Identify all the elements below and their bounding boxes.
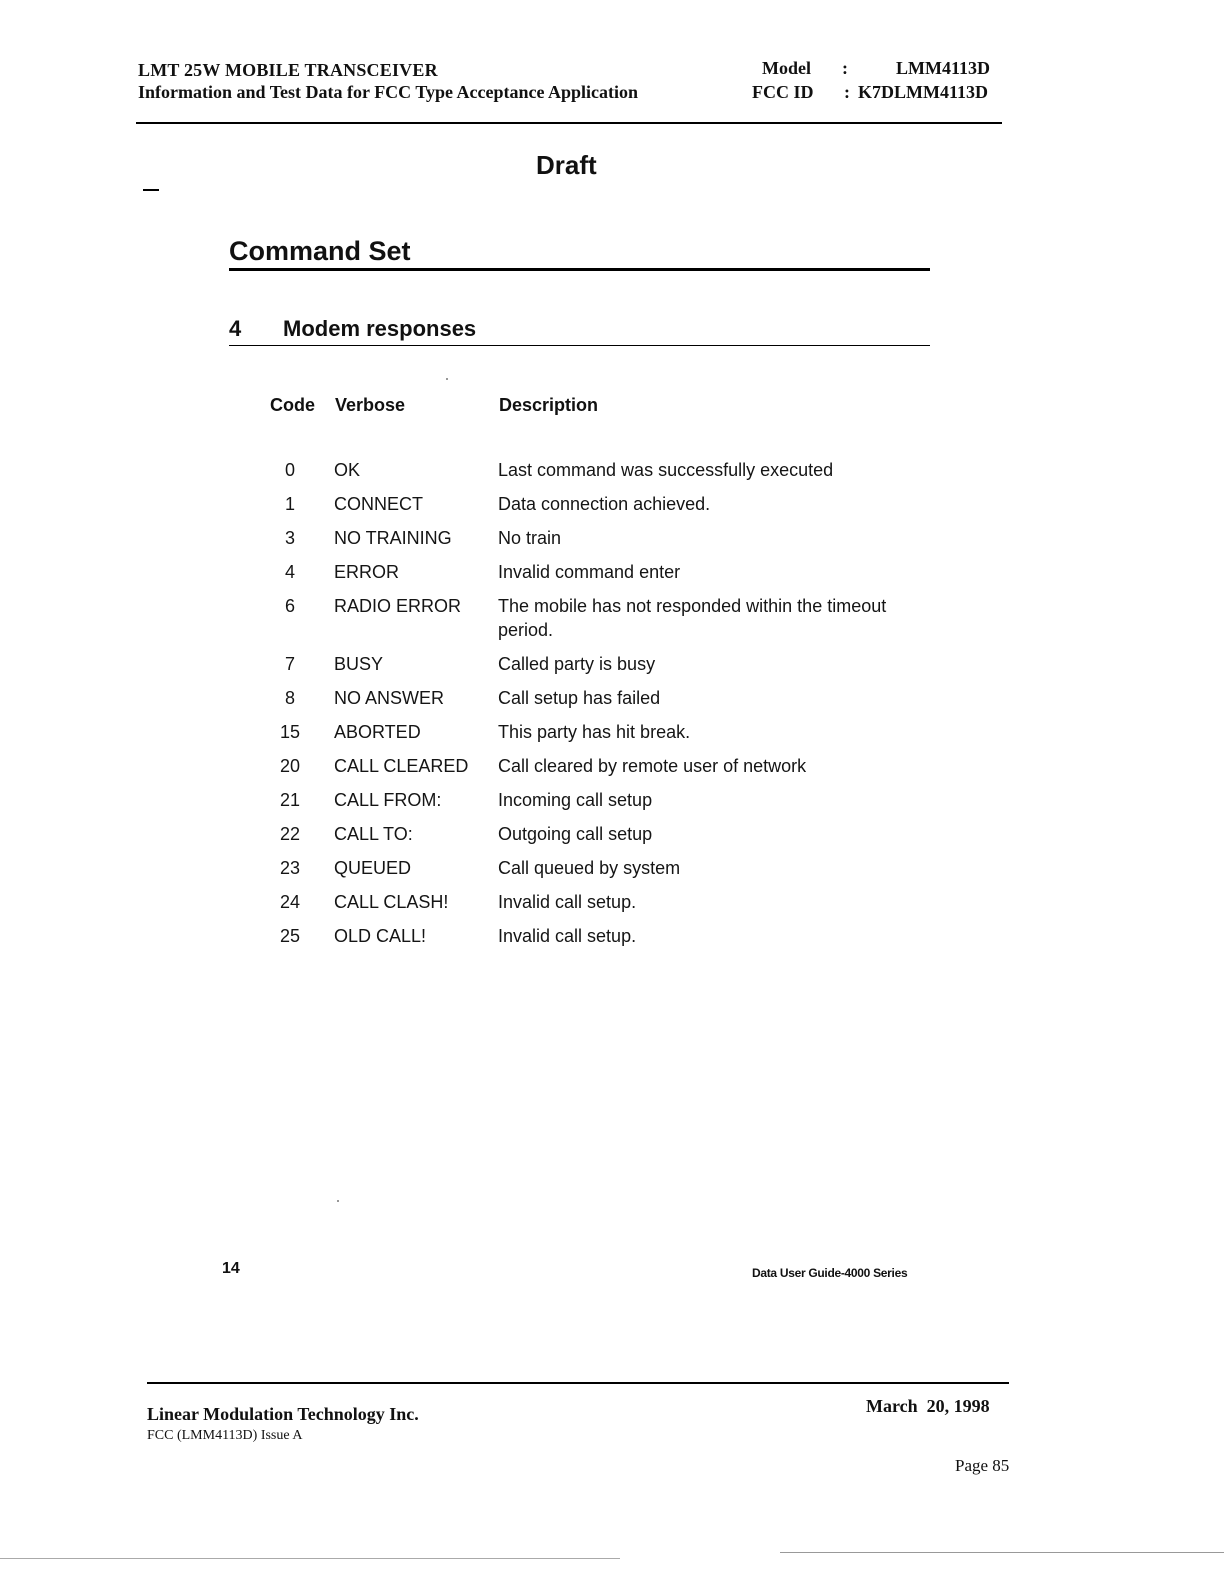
scan-edge-line	[0, 1558, 620, 1559]
subsection-rule	[229, 345, 930, 346]
response-code: 0	[284, 460, 295, 480]
response-verbose: BUSY	[334, 654, 384, 674]
response-code: 22	[279, 824, 301, 844]
response-description: Invalid call setup.	[498, 892, 637, 912]
table-row	[268, 788, 918, 822]
fccid-row	[752, 80, 990, 104]
document-subtitle: Information and Test Data for FCC Type Acceptance Application	[138, 82, 639, 102]
response-verbose: QUEUED	[334, 858, 412, 878]
response-verbose: CALL TO:	[334, 824, 413, 844]
response-description: Called party is busy	[498, 654, 656, 674]
model-value: LMM4113D	[896, 58, 990, 78]
guide-page-number: 14	[222, 1260, 240, 1277]
section-title: Command Set	[229, 236, 411, 266]
response-code: 15	[279, 722, 301, 742]
response-verbose: CALL CLASH!	[334, 892, 449, 912]
response-description: Incoming call setup	[498, 790, 653, 810]
response-code: 4	[284, 562, 295, 582]
column-header-description: Description	[499, 395, 599, 415]
column-header-code: Code	[270, 395, 315, 415]
table-row	[268, 890, 918, 924]
model-separator: :	[842, 58, 848, 78]
response-code: 6	[284, 596, 295, 616]
response-verbose: CALL FROM:	[334, 790, 442, 810]
table-row	[268, 686, 918, 720]
response-verbose: NO ANSWER	[334, 688, 445, 708]
response-code: 7	[284, 654, 295, 674]
table-row	[268, 720, 918, 754]
fccid-label: FCC ID	[752, 82, 814, 102]
response-description: No train	[498, 528, 562, 548]
scan-edge-line	[780, 1552, 1224, 1553]
margin-mark	[143, 189, 159, 191]
model-row	[752, 56, 990, 80]
header-rule	[136, 122, 1002, 124]
response-verbose: CALL CLEARED	[334, 756, 469, 776]
response-verbose: OK	[334, 460, 361, 480]
response-description: Call queued by system	[498, 858, 681, 878]
response-verbose: NO TRAINING	[334, 528, 452, 548]
company-name: Linear Modulation Technology Inc.	[147, 1404, 419, 1424]
table-row	[268, 754, 918, 788]
response-description: Invalid command enter	[498, 562, 681, 582]
scan-speck	[446, 378, 448, 380]
footer-rule	[147, 1382, 1009, 1384]
table-row	[268, 924, 918, 958]
table-row	[268, 526, 918, 560]
document-date: March 20, 1998	[866, 1396, 990, 1416]
response-code: 3	[284, 528, 295, 548]
response-code: 20	[279, 756, 301, 776]
response-description: Call cleared by remote user of network	[498, 756, 807, 776]
issue-label: FCC (LMM4113D) Issue A	[147, 1428, 303, 1443]
document-title: LMT 25W MOBILE TRANSCEIVER	[138, 60, 438, 80]
scan-speck	[337, 1200, 339, 1202]
page-number: Page 85	[955, 1456, 1010, 1475]
table-row	[268, 560, 918, 594]
response-description: Outgoing call setup	[498, 824, 653, 844]
response-code: 24	[279, 892, 301, 912]
table-row	[268, 594, 918, 652]
response-description: Data connection achieved.	[498, 494, 711, 514]
subsection-title: Modem responses	[283, 316, 477, 341]
table-row	[268, 652, 918, 686]
response-description: Invalid call setup.	[498, 926, 637, 946]
response-description: This party has hit break.	[498, 722, 691, 742]
response-code: 21	[279, 790, 301, 810]
draft-label: Draft	[536, 150, 597, 180]
response-description: Call setup has failed	[498, 688, 661, 708]
column-header-verbose: Verbose	[335, 395, 406, 415]
fccid-separator: :	[844, 82, 850, 102]
model-info	[752, 56, 990, 104]
response-verbose: OLD CALL!	[334, 926, 427, 946]
response-code: 25	[279, 926, 301, 946]
response-verbose: ERROR	[334, 562, 400, 582]
fccid-value: K7DLMM4113D	[858, 82, 988, 102]
modem-responses-table	[268, 458, 918, 958]
table-row	[268, 458, 918, 492]
response-verbose: CONNECT	[334, 494, 423, 514]
response-verbose: RADIO ERROR	[334, 596, 462, 616]
response-code: 8	[284, 688, 295, 708]
response-description: Last command was successfully executed	[498, 460, 834, 480]
response-description: The mobile has not responded within the timeout period.	[498, 596, 887, 640]
response-verbose: ABORTED	[334, 722, 421, 742]
response-code: 1	[284, 494, 295, 514]
table-row	[268, 492, 918, 526]
response-code: 23	[279, 858, 301, 878]
model-label: Model	[762, 58, 811, 78]
table-row	[268, 856, 918, 890]
section-rule	[229, 268, 930, 271]
subsection-number: 4	[229, 316, 242, 341]
guide-title: Data User Guide-4000 Series	[752, 1266, 908, 1280]
table-row	[268, 822, 918, 856]
